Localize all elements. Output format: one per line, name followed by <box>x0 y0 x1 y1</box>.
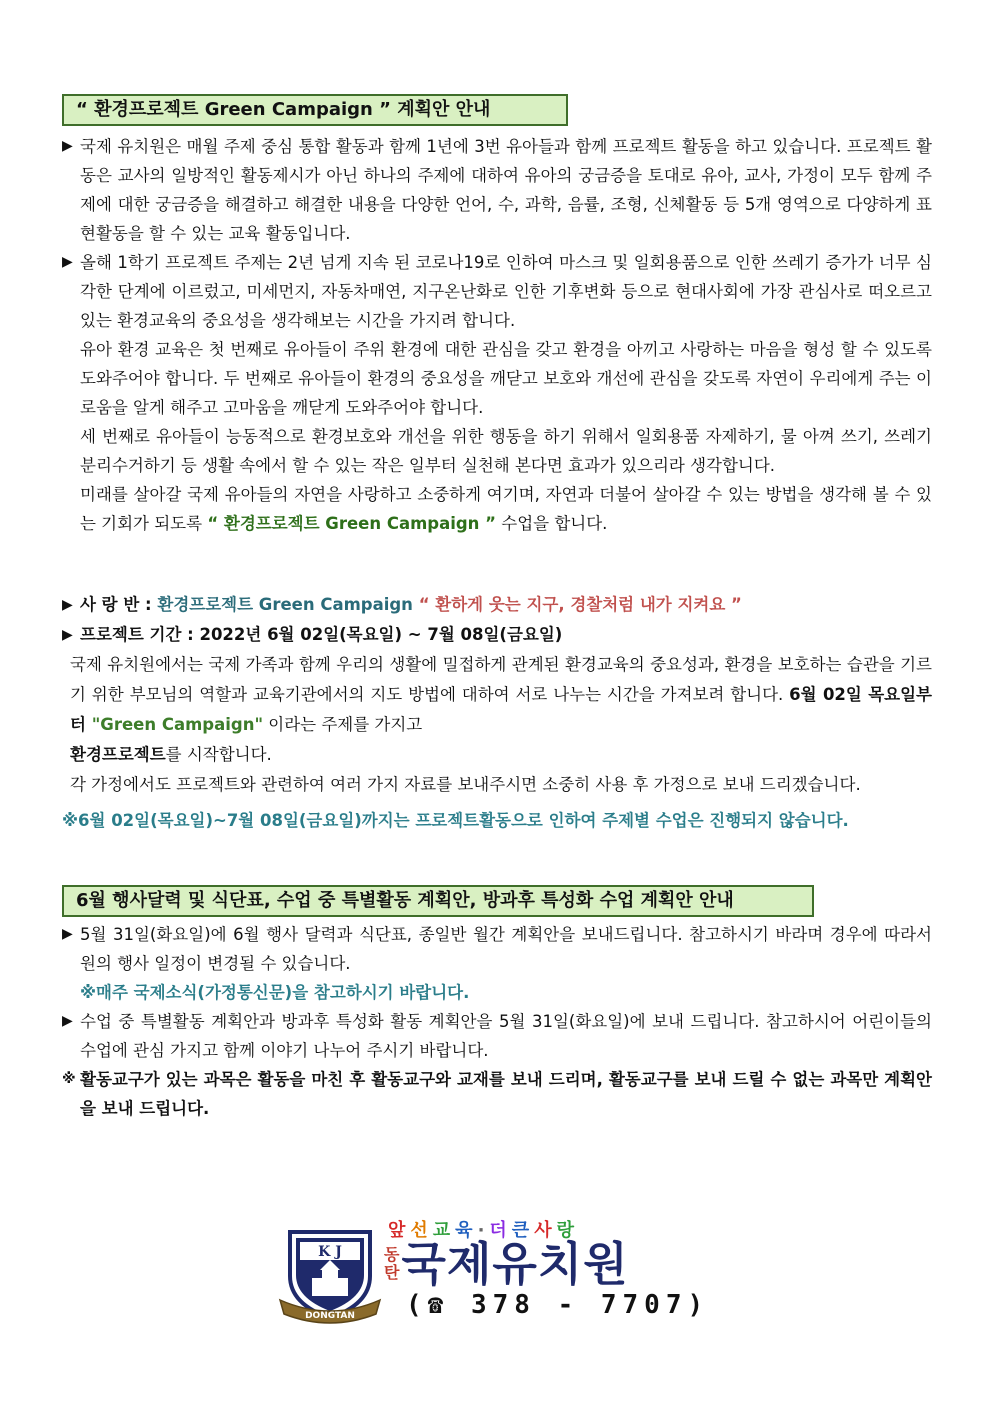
bullet-triangle-icon: ▶ <box>62 138 73 154</box>
paragraph-third: 세 번째로 유아들이 능동적으로 환경보호와 개선을 위한 행동을 하기 위해서 일회용품 자제하기, 물 아껴 쓰기, 쓰레기 분리수거하기 등 생활 속에서 할 수 있는 작은 일부터 실천해 본다면 효과가 있으리라 생각합니다. <box>80 427 932 475</box>
bullet-triangle-icon: ▶ <box>62 627 73 643</box>
region-name: 동 탄 <box>384 1245 400 1282</box>
paragraph-future: 미래를 살아갈 국제 유아들의 자연을 사랑하고 소중하게 여기며, 자연과 더불어 살아갈 수 있는 방법을 생각해 볼 수 있는 기회가 되도록 “ 환경프로젝트 Green Campaign ” 수업을 합니다. <box>80 485 932 533</box>
slogan-char: 교 <box>432 1220 454 1241</box>
emblem-letters: K J <box>318 1244 342 1260</box>
item-calendar: ▶ 5월 31일(화요일)에 6월 행사 달력과 식단표, 종일반 월간 계획안을 보내드립니다. 참고하시기 바라며 경우에 따라서 원의 행사 일정이 변경될 수 있습니다. <box>62 920 932 978</box>
bullet-triangle-icon: ▶ <box>62 254 73 270</box>
bullet-triangle-icon: ▶ <box>62 1013 73 1029</box>
kindergarten-emblem <box>276 1218 384 1328</box>
slogan-char: 앞 <box>388 1220 409 1241</box>
intro-paragraph: 국제 유치원에서는 국제 가족과 함께 우리의 생활에 밀접하게 관계된 환경교육의 중요성과, 환경을 보호하는 습관을 기르기 위한 부모님의 역할과 교육기관에서의 지도 방법에 대하여 서로 나누는 시간을 가져보려 합니다. 6월 02일 목요일부터 "Green Campaign" 이라는 주제를 가지고 <box>70 655 932 734</box>
slogan-char: 큰 <box>511 1220 533 1241</box>
phone-number: (☎ 378 - 7707) <box>406 1290 710 1320</box>
slogan-char: 선 <box>410 1220 431 1241</box>
paragraph-theme: ▶ 올해 1학기 프로젝트 주제는 2년 넘게 지속 된 코로나19로 인하여 마스크 및 일회용품으로 인한 쓰레기 증가가 너무 심각한 단계에 이르렀고, 미세먼지, 자동차매연, 지구온난화로 인한 기후변화 등으로 현대사회에 가장 관심사로 떠오르고 있는 환경교육의 중요성을 생각해보는 시간을 가지려 합니다. <box>62 248 932 335</box>
section1-body <box>62 132 932 538</box>
paragraph-first-second: 유아 환경 교육은 첫 번째로 유아들이 주위 환경에 대한 관심을 갖고 환경을 아끼고 사랑하는 마음을 형성 할 수 있도록 도와주어야 합니다. 두 번째로 유아들이 환경의 중요성을 깨닫고 보호와 개선에 관심을 갖도록 자연이 우리에게 주는 이로움을 알게 해주고 고마움을 깨닫게 도와주어야 합니다. <box>80 340 932 417</box>
campaign-highlight: “ 환경프로젝트 Green Campaign ” <box>207 514 497 533</box>
paragraph-intro: ▶ 국제 유치원은 매월 주제 중심 통합 활동과 함께 1년에 3번 유아들과 함께 프로젝트 활동을 하고 있습니다. 프로젝트 활동은 교사의 일방적인 활동제시가 아닌 하나의 주제에 대하여 유아의 궁금증을 토대로 유아, 교사, 가정이 모두 함께 주제에 대한 궁금증을 해결하고 해결한 내용을 다양한 언어, 수, 과학, 음률, 조형, 신체활동 등 5개 영역으로 다양하게 표현활동을 할 수 있는 교육 활동입니다. <box>62 132 932 248</box>
emblem-ribbon-text: DONGTAN <box>305 1311 355 1321</box>
item-special-activity: ▶ 수업 중 특별활동 계획안과 방과후 특성화 활동 계획안을 5월 31일(화요일)에 보내 드립니다. 참고하시어 어린이들의 수업에 관심 가지고 함께 이야기 나누어 주시기 바랍니다. <box>62 1007 932 1065</box>
item-teaching-tools: ※ 활동교구가 있는 과목은 활동을 마친 후 활동교구와 교재를 보내 드리며, 활동교구를 보내 드릴 수 없는 과목만 계획안을 보내 드립니다. <box>62 1065 932 1123</box>
slogan-char: 랑 <box>556 1220 577 1241</box>
sarang-class-line <box>62 590 932 620</box>
section-title-june-schedule: 6월 행사달력 및 식단표, 수업 중 특별활동 계획안, 방과후 특성화 수업 계획안 안내 <box>62 885 814 917</box>
section2-body <box>62 920 932 1123</box>
item-calendar-note: ※매주 국제소식(가정통신문)을 참고하시기 바랍니다. <box>80 983 470 1002</box>
sarang-project: 환경프로젝트 Green Campaign <box>157 595 413 614</box>
slogan-char: · <box>477 1220 488 1241</box>
slogan-char: 더 <box>489 1220 510 1241</box>
kindergarten-name <box>384 1238 629 1290</box>
org-name-text: 국제유치원 <box>401 1237 629 1291</box>
intro-materials: 각 가정에서도 프로젝트와 관련하여 여러 가지 자료를 보내주시면 소중히 사용 후 가정으로 보내 드리겠습니다. <box>70 775 861 794</box>
no-theme-class-note: ※6월 02일(목요일)~7월 08일(금요일)까지는 프로젝트활동으로 인하여 주제별 수업은 진행되지 않습니다. <box>62 811 849 830</box>
section-title-green-campaign: “ 환경프로젝트 Green Campaign ” 계획안 안내 <box>62 94 568 126</box>
section1-details <box>62 590 932 836</box>
reference-mark-icon: ※ <box>62 1071 76 1087</box>
intro-start-line: 환경프로젝트를 시작합니다. <box>70 745 272 764</box>
slogan-char: 육 <box>455 1220 476 1241</box>
sarang-slogan: “ 환하게 웃는 지구, 경찰처럼 내가 지켜요 ” <box>418 595 742 614</box>
project-period-line: ▶ 프로젝트 기간 : 2022년 6월 02일(목요일) ~ 7월 08일(금요일) <box>62 620 932 650</box>
bullet-triangle-icon: ▶ <box>62 926 73 942</box>
slogan-char: 사 <box>534 1220 555 1241</box>
sarang-label: 사 랑 반 : <box>80 595 152 614</box>
bullet-triangle-icon: ▶ <box>62 597 73 613</box>
